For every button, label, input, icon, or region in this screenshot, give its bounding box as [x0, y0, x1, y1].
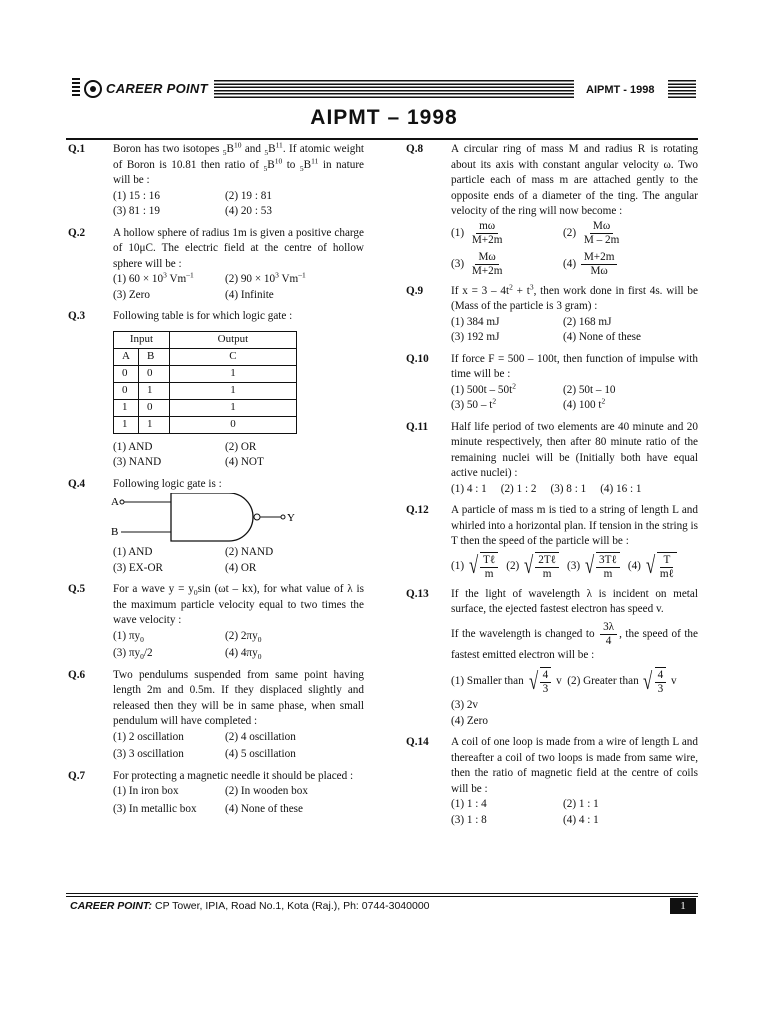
- option-2: (2) 50t – 10: [563, 383, 616, 396]
- table-cell: 1: [114, 416, 139, 433]
- footer-rule: [66, 893, 698, 894]
- option-4: (4) NOT: [225, 456, 264, 468]
- option-1: (1) $\frac{m\omega}{M+2m}$: [451, 219, 503, 246]
- option-4: (4) 16 : 1: [600, 482, 642, 495]
- options: [113, 784, 364, 817]
- options: [113, 629, 364, 662]
- option-2: (2) In wooden box: [225, 785, 308, 797]
- option-2: (2) $\frac{M\omega}{M - 2m}$: [563, 219, 620, 246]
- option-1-2: (1) Smaller than √ $\frac{4}{3}$ v (2) Greater than √ $\frac{4}{3}$ v: [451, 668, 677, 695]
- footer: [70, 900, 430, 912]
- option-1: (1) 1 : 4: [451, 798, 487, 810]
- question-number: Q.3: [68, 310, 86, 322]
- question-1: [68, 142, 364, 220]
- table-row: [114, 382, 297, 399]
- option-3: (3) Zero: [113, 288, 150, 301]
- question-3: [68, 309, 364, 471]
- option-1: (1) AND: [113, 440, 153, 453]
- table-row: [114, 399, 297, 416]
- table-cell: 1: [138, 416, 169, 433]
- question-text: A particle of mass m is tied to a string of length L and whirled into a horizontal plan. If tension in the string is T then the speed of the particle will be :: [451, 504, 699, 547]
- question-5: [68, 582, 364, 662]
- question-number: Q.14: [406, 736, 429, 748]
- option-2: (2) √ $\frac{\text{2Tℓ}}{m}$: [506, 552, 561, 581]
- option-4: (4) None of these: [225, 802, 303, 815]
- option-3: (3) In metallic box: [113, 802, 197, 815]
- option-2: (2) OR: [225, 440, 257, 453]
- header-hatch-bar-right: [668, 80, 696, 100]
- question-text: Half life period of two elements are 40 minute and 20 minute respectively, then after 80 minute ratio of the remaining nuclei will be (Initially both have equal active nuclei) :: [451, 420, 698, 479]
- question-text: A coil of one loop is made from a wire of length L and thereafter a coil of two loops is made from same wire, then the ratio of magnetic field at the centre of coils will be :: [451, 736, 698, 795]
- option-3: (3) 3 oscillation: [113, 748, 184, 760]
- inverter-bubble: [254, 514, 260, 520]
- table-header-input: Input: [114, 331, 170, 348]
- options: [113, 189, 364, 220]
- question-8: [406, 142, 698, 278]
- question-text: A hollow sphere of radius 1m is given a positive charge of 10μC. The electric field at the centre of hollow sphere will be :: [113, 226, 364, 270]
- option-4: (4) $4\pi y_0$: [225, 647, 262, 662]
- header-exam-tag: AIPMT - 1998: [586, 84, 655, 96]
- option-3: (3) $\pi y_0/2$: [113, 647, 153, 662]
- table-cell: 1: [169, 399, 296, 416]
- option-2: (2) NAND: [225, 546, 274, 558]
- table-cell: 0: [114, 382, 139, 399]
- question-text: If $x = 3 - 4t^2 + t^3$, then work done in first 4s. will be (Mass of the particle is 3 gram) :: [451, 281, 698, 312]
- question-text: Following logic gate is :: [113, 477, 222, 490]
- table-cell: 0: [169, 416, 296, 433]
- question-9: [406, 281, 698, 346]
- table-col: C: [169, 348, 296, 365]
- question-11: [406, 420, 698, 498]
- options: [113, 545, 364, 576]
- page-number: 1: [670, 898, 696, 914]
- question-text: Two pendulums suspended from same point having length 2m and 0.5m. If they displaced slightly and released then they will be in same phase, when small pendulum will have completed :: [113, 668, 364, 727]
- option-2: (2) 4 oscillation: [225, 730, 296, 743]
- option-3: (3) EX-OR: [113, 561, 164, 574]
- question-text-cont: If the wavelength is changed to $\frac{3\lambda}{4}$ , the speed of the fastest emitted electron will be :: [451, 620, 698, 661]
- table-cell: 1: [169, 382, 296, 399]
- options: [451, 482, 698, 498]
- output-label: Y: [287, 512, 295, 524]
- career-point-logo-icon: [84, 80, 102, 98]
- options: [451, 220, 698, 278]
- title-rule: [66, 138, 698, 140]
- option-3: (3) NAND: [113, 456, 162, 468]
- table-cell: 1: [169, 365, 296, 382]
- option-4: (4) √ $\frac{T}{\text{mℓ}}$: [628, 552, 679, 581]
- table-col: A: [114, 348, 139, 365]
- options: [451, 315, 698, 346]
- option-1: (1) 2 oscillation: [113, 730, 184, 743]
- option-1: (1) 4 : 1: [451, 482, 487, 495]
- options: [113, 272, 364, 303]
- input-a-terminal: [120, 500, 124, 504]
- page-title: AIPMT – 1998: [310, 106, 458, 129]
- table-row: [114, 416, 297, 433]
- option-4: (4) None of these: [563, 331, 641, 343]
- option-4: (4) 20 : 53: [225, 205, 272, 217]
- question-4: [68, 477, 364, 577]
- footer-address: CP Tower, IPIA, Road No.1, Kota (Raj.), Ph: 0744-3040000: [152, 900, 430, 912]
- option-1: (1) In iron box: [113, 785, 179, 797]
- option-1: (1) AND: [113, 546, 153, 558]
- left-column: [68, 142, 364, 823]
- table-col: B: [138, 348, 169, 365]
- question-number: Q.8: [406, 143, 424, 155]
- options: [113, 730, 364, 763]
- question-text: For a wave $y = y_0\sin$ (ωt – kx), for what value of λ is the maximum particle velocity equal to two times the wave velocity :: [113, 583, 364, 626]
- output-terminal: [281, 515, 285, 519]
- question-number: Q.4: [68, 477, 86, 490]
- right-column: [406, 142, 698, 834]
- question-10: [406, 352, 698, 414]
- question-14: [406, 735, 698, 828]
- option-3: (3) 8 : 1: [550, 482, 587, 495]
- question-text: For protecting a magnetic needle it should be placed :: [113, 769, 354, 782]
- question-number: Q.9: [406, 284, 424, 297]
- option-1: (1) $\pi y_0$: [113, 629, 144, 644]
- option-1: (1) √ $\frac{\text{Tℓ}}{m}$: [451, 552, 500, 581]
- table-cell: 1: [114, 399, 139, 416]
- option-4: (4) Infinite: [225, 288, 274, 301]
- option-3: (3) 81 : 19: [113, 205, 160, 217]
- question-number: Q.6: [68, 668, 86, 681]
- question-text: If force F = 500 – 100t, then function of impulse with time will be :: [451, 352, 698, 380]
- footer-brand: CAREER POINT:: [70, 900, 153, 912]
- question-number: Q.10: [406, 352, 429, 365]
- option-3: (3) 192 mJ: [451, 331, 500, 343]
- question-text: Following table is for which logic gate :: [113, 310, 293, 322]
- question-number: Q.12: [406, 504, 429, 516]
- option-2: (2) 1 : 2: [500, 482, 537, 495]
- option-1: (1) 15 : 16: [113, 189, 160, 202]
- option-3: (3) 2v: [451, 699, 479, 711]
- footer-rule: [66, 896, 698, 897]
- option-4: (4) 4 : 1: [563, 813, 599, 826]
- option-2: (2) $2\pi y_0$: [225, 629, 262, 644]
- table-cell: 0: [114, 365, 139, 382]
- option-2: (2) 1 : 1: [563, 798, 599, 810]
- header-hatch-bar: [214, 80, 574, 100]
- option-3: (3) 1 : 8: [451, 813, 487, 826]
- gate-body: [171, 493, 253, 541]
- header-decoration: [72, 78, 80, 98]
- input-a-label: A: [111, 496, 119, 508]
- question-12: [406, 503, 698, 581]
- option-3: (3) $50 - t^2$: [451, 396, 497, 411]
- options: [451, 797, 698, 828]
- question-number: Q.1: [68, 143, 86, 155]
- question-7: [68, 769, 364, 818]
- table-row: [114, 365, 297, 382]
- option-1: (1) 384 mJ: [451, 315, 500, 328]
- table-header-output: Output: [169, 331, 296, 348]
- table-cell: 0: [138, 365, 169, 382]
- option-2: (2) $90 \times 10^3$ $Vm^{-1}$: [225, 270, 306, 285]
- question-text: If the light of wavelength λ is incident on metal surface, the ejected fastest electron has speed v.: [451, 587, 698, 615]
- option-4: (4) 5 oscillation: [225, 748, 296, 760]
- options: [451, 380, 698, 414]
- question-number: Q.2: [68, 226, 86, 239]
- question-6: [68, 668, 364, 763]
- options: [451, 667, 698, 729]
- question-text: A circular ring of mass M and radius R is rotating about its axis with constant angular velocity ω. Two particle each of mass m are attached gently to the opposite ends of a diameter of the ting. The angular velocity of the ring will now become :: [451, 143, 698, 217]
- question-number: Q.5: [68, 583, 86, 595]
- option-3: (3) √ $\frac{\text{3Tℓ}}{m}$: [567, 552, 622, 581]
- table-cell: 1: [138, 382, 169, 399]
- nand-gate-diagram: [111, 493, 311, 543]
- question-number: Q.7: [68, 769, 86, 782]
- table-cell: 0: [138, 399, 169, 416]
- option-2: (2) 168 mJ: [563, 315, 612, 328]
- question-13: [406, 587, 698, 730]
- question-2: [68, 226, 364, 304]
- truth-table: [113, 331, 297, 434]
- option-1: (1) $60 \times 10^3$ $Vm^{-1}$: [113, 270, 194, 285]
- question-number: Q.13: [406, 587, 429, 600]
- option-4: (4) Zero: [451, 714, 488, 727]
- options: [451, 552, 698, 581]
- option-1: (1) $500t - 50t^2$: [451, 380, 516, 396]
- option-4: (4) 100 $t^2$: [563, 396, 606, 411]
- question-number: Q.11: [406, 420, 429, 433]
- header-brand: CAREER POINT: [106, 81, 208, 96]
- option-3: (3) $\frac{M\omega}{M+2m}$: [451, 250, 503, 277]
- option-2: (2) 19 : 81: [225, 189, 272, 202]
- question-text: Boron has two isotopes $_5B^{10}$ and $_5B^{11}$. If atomic weight of Boron is 10.81 then ratio of $_5B^{10}$ to $_5B^{11}$ in nature will be :: [113, 140, 365, 186]
- options: [113, 440, 364, 471]
- option-4: (4) OR: [225, 561, 257, 574]
- option-4: (4) $\frac{M+2m}{M\omega}$: [563, 251, 698, 278]
- input-b-label: B: [111, 526, 119, 538]
